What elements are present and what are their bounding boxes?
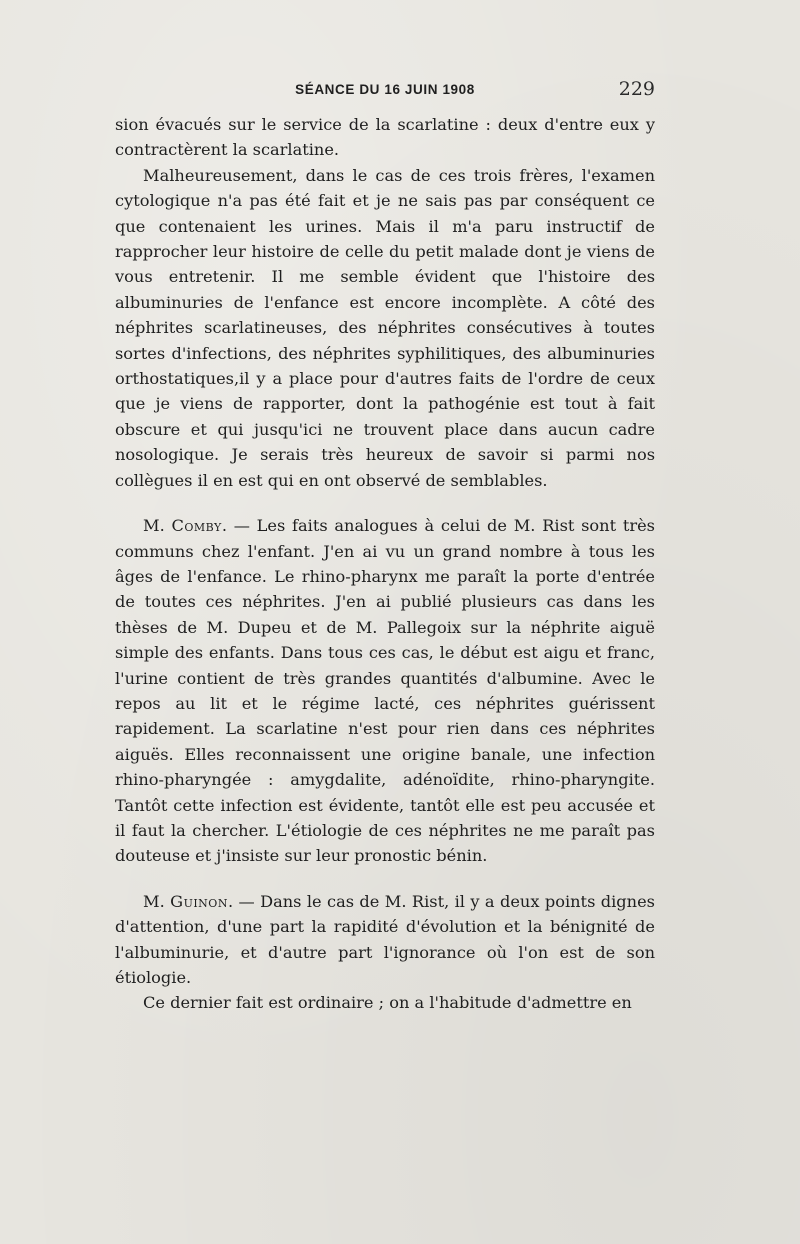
paragraph-continuation [115,112,655,163]
speaker-name: Comby [171,516,222,536]
paragraph-text: . — Les faits analogues à celui de M. Rist sont très communs chez l'enfant. J'en ai vu un grand nombre à tous les âges de l'enfance. Le rhino-pharynx me paraît la porte d'entrée de toutes ces néphrites. J'en ai publié plusieurs cas dans les thèses de M. Dupeu et de M. Pallegoix sur la néphrite aiguë simple des enfants. Dans tous ces cas, le début est aigu et franc, l'urine contient de très grandes quantités d'albumine. Avec le repos au lit et le régime lacté, ces néphrites guérissent rapidement. La scarlatine n'est pour rien dans ces néphrites aiguës. Elles reconnaissent une origine banale, une infection rhino-pharyngée : amygdalite, adénoïdite, rhino-pharyngite. Tantôt cette infection est évidente, tantôt elle est peu accusée et il faut la chercher. L'étiologie de ces néphrites ne me paraît pas douteuse et j'insiste sur leur pronostic bénin. [115,516,655,866]
running-head [115,78,655,104]
page-number: 229 [618,78,655,100]
paragraph [115,163,655,493]
paragraph-text: Ce dernier fait est ordinaire ; on a l'habitude d'admettre en [143,993,632,1013]
running-title: SÉANCE DU 16 JUIN 1908 [295,82,475,97]
paragraph-text: Malheureusement, dans le cas de ces trois frères, l'examen cytologique n'a pas été fait et je ne sais pas par conséquent ce que contenaient les urines. Mais il m'a paru instructif de rapprocher leur histoire de celle du petit malade dont je viens de vous entretenir. Il me semble évident que l'histoire des albuminuries de l'enfance est encore incomplète. A côté des néphrites scarlatineuses, des néphrites consécutives à toutes sortes d'infections, des néphrites syphilitiques, des albuminuries orthostatiques,il y a place pour d'autres faits de l'ordre de ceux que je viens de rapporter, dont la pathogénie est tout à fait obscure et qui jusqu'ici ne trouvent place dans aucun cadre nosologique. Je serais très heureux de savoir si parmi nos collègues il en est qui en ont observé de semblables. [115,165,655,490]
paragraph-comby [115,513,655,869]
body-text [115,112,655,1016]
paragraph-guinon [115,889,655,991]
speaker-prefix: M. [143,891,165,911]
paragraph-text: . — Dans le cas de M. Rist, il y a deux points dignes d'attention, d'une part la rapidité d'évolution et la bénignité de l'albuminurie, et d'autre part l'ignorance où l'on est de son étiologie. [115,891,655,987]
paragraph [115,990,655,1015]
speaker-prefix: M. [143,516,165,536]
speaker-name: Guinon [170,891,228,911]
paragraph-text: sion évacués sur le service de la scarlatine : deux d'entre eux y contractèrent la scarlatine. [115,115,655,160]
